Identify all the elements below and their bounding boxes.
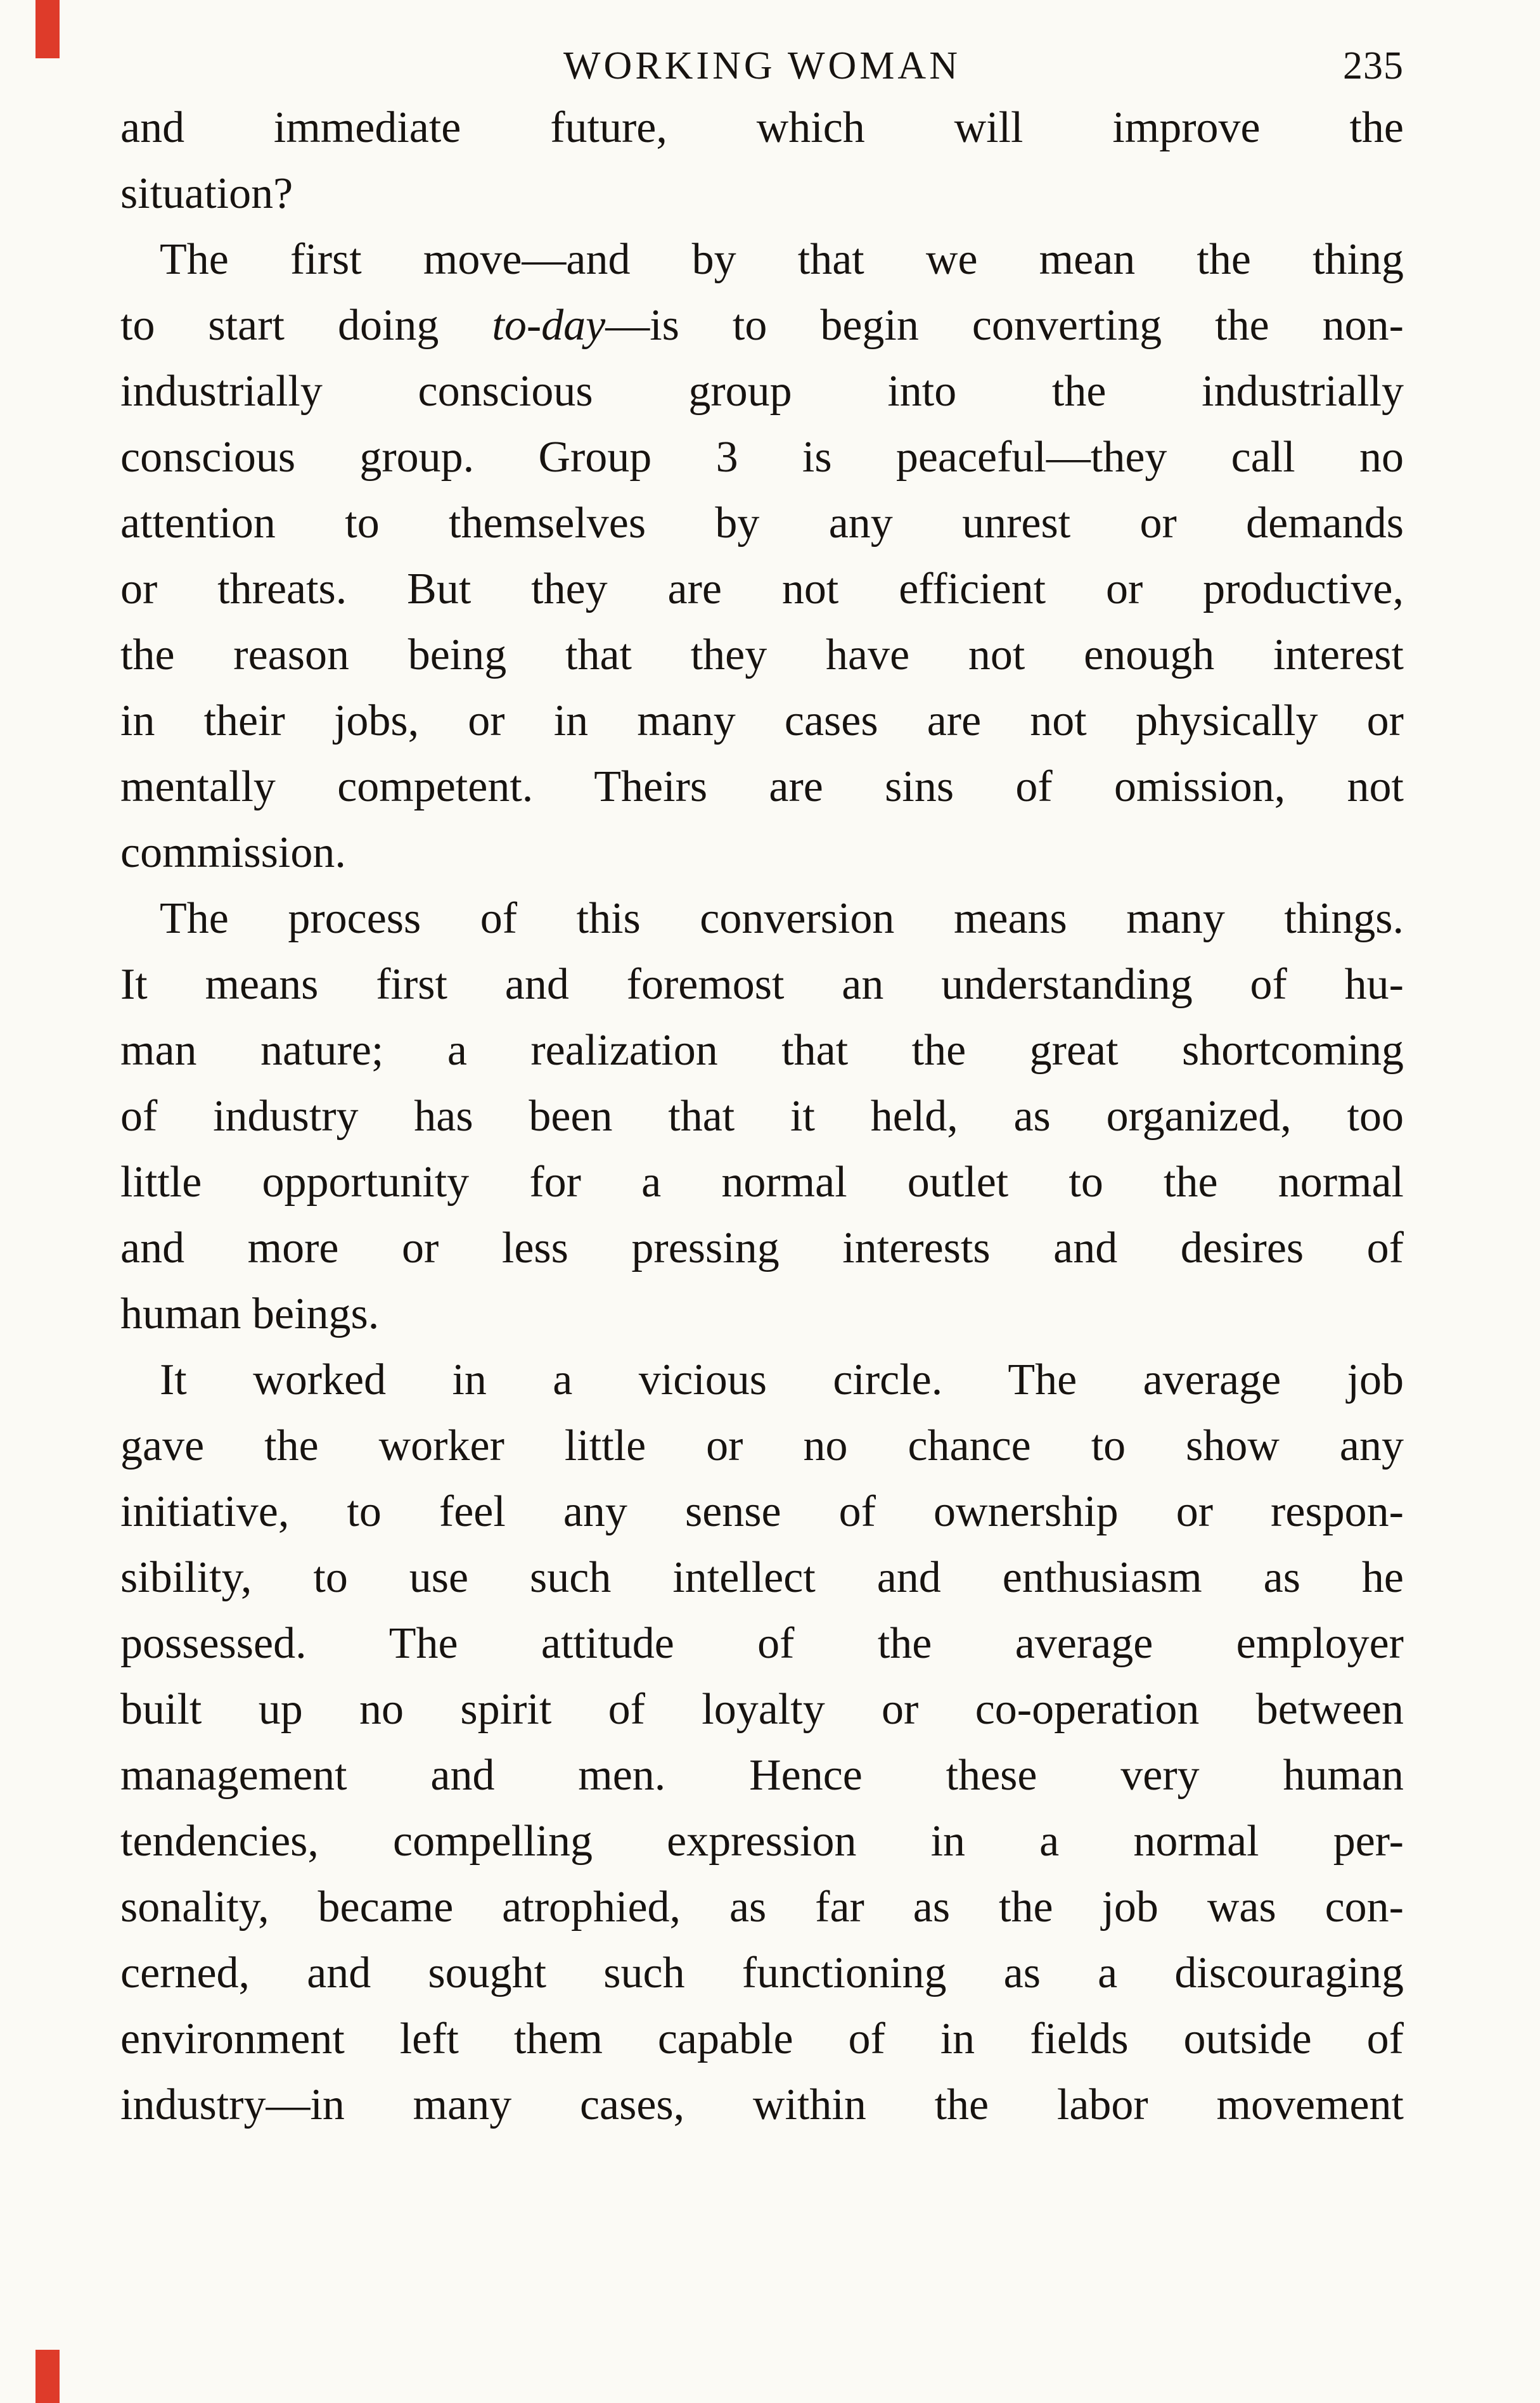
text-segment: built up no spirit of loyalty or co-operation between — [120, 1685, 1404, 1734]
body-text — [120, 95, 1404, 2138]
text-line — [120, 359, 1404, 425]
text-line — [120, 2072, 1404, 2138]
text-line — [120, 1545, 1404, 1611]
scan-artifact-top — [35, 0, 60, 58]
text-segment: cerned, and sought such functioning as a discouraging — [120, 1949, 1404, 1997]
text-line — [120, 227, 1404, 293]
text-segment: initiative, to feel any sense of ownership or respon- — [120, 1487, 1404, 1536]
text-line — [120, 820, 1404, 886]
text-segment: It means first and foremost an understanding of hu- — [120, 960, 1404, 1009]
text-line — [120, 622, 1404, 688]
text-line — [120, 2006, 1404, 2072]
text-segment: to start doing — [120, 301, 492, 350]
text-segment: and more or less pressing interests and desires of — [120, 1224, 1404, 1272]
text-line — [120, 1150, 1404, 1215]
page-number: 235 — [1343, 44, 1404, 87]
text-line — [120, 1809, 1404, 1874]
text-segment: The first move—and by that we mean the thing — [160, 235, 1404, 284]
text-line — [120, 1940, 1404, 2006]
text-segment: of industry has been that it held, as organized, too — [120, 1092, 1404, 1141]
running-title: WORKING WOMAN — [563, 44, 961, 87]
text-line — [120, 1413, 1404, 1479]
text-line — [120, 688, 1404, 754]
text-segment: It worked in a vicious circle. The average job — [160, 1355, 1404, 1404]
text-line — [120, 556, 1404, 622]
text-line — [120, 1281, 1404, 1347]
text-line — [120, 1611, 1404, 1677]
text-segment: sonality, became atrophied, as far as the job was con- — [120, 1883, 1404, 1932]
text-line — [120, 886, 1404, 952]
text-segment: management and men. Hence these very human — [120, 1751, 1404, 1800]
text-segment: little opportunity for a normal outlet to the normal — [120, 1158, 1404, 1207]
text-segment: environment left them capable of in fields outside of — [120, 2015, 1404, 2063]
text-segment: or threats. But they are not efficient or productive, — [120, 565, 1404, 613]
text-segment: conscious group. Group 3 is peaceful—they call no — [120, 433, 1404, 482]
text-segment: The process of this conversion means many things. — [160, 894, 1404, 943]
page-header — [120, 0, 1404, 86]
text-line — [120, 1479, 1404, 1545]
text-segment: commission. — [120, 828, 346, 877]
text-line — [120, 754, 1404, 820]
text-segment: the reason being that they have not enough interest — [120, 631, 1404, 679]
text-segment: tendencies, compelling expression in a normal per- — [120, 1817, 1404, 1866]
paragraph — [120, 227, 1404, 886]
text-segment: and immediate future, which will improve the — [120, 103, 1404, 152]
text-segment: man nature; a realization that the great shortcoming — [120, 1026, 1404, 1075]
paragraph — [120, 95, 1404, 227]
text-line — [120, 1215, 1404, 1281]
text-line — [120, 1874, 1404, 1940]
text-line — [120, 293, 1404, 359]
text-segment: situation? — [120, 169, 293, 218]
text-segment: sibility, to use such intellect and enthusiasm as he — [120, 1553, 1404, 1602]
text-line — [120, 1677, 1404, 1743]
text-line — [120, 95, 1404, 161]
text-line — [120, 161, 1404, 227]
text-column — [120, 0, 1404, 2138]
paragraph — [120, 1347, 1404, 2138]
text-segment: industry—in many cases, within the labor movement — [120, 2080, 1404, 2129]
text-segment: attention to themselves by any unrest or demands — [120, 499, 1404, 548]
text-line — [120, 952, 1404, 1018]
text-segment: industrially conscious group into the industrially — [120, 367, 1404, 416]
italic-text: to-day — [492, 301, 606, 350]
text-segment: mentally competent. Theirs are sins of omission, not — [120, 762, 1404, 811]
text-segment: gave the worker little or no chance to show any — [120, 1421, 1404, 1470]
text-line — [120, 1743, 1404, 1809]
paragraph — [120, 886, 1404, 1347]
text-line — [120, 1018, 1404, 1084]
text-segment: in their jobs, or in many cases are not physically or — [120, 696, 1404, 745]
text-line — [120, 1084, 1404, 1150]
text-line — [120, 1347, 1404, 1413]
scan-artifact-bottom — [35, 2350, 60, 2403]
text-line — [120, 425, 1404, 490]
text-segment: human beings. — [120, 1290, 380, 1338]
text-segment: possessed. The attitude of the average employer — [120, 1619, 1404, 1668]
text-line — [120, 490, 1404, 556]
text-segment: —is to begin converting the non- — [605, 301, 1404, 350]
